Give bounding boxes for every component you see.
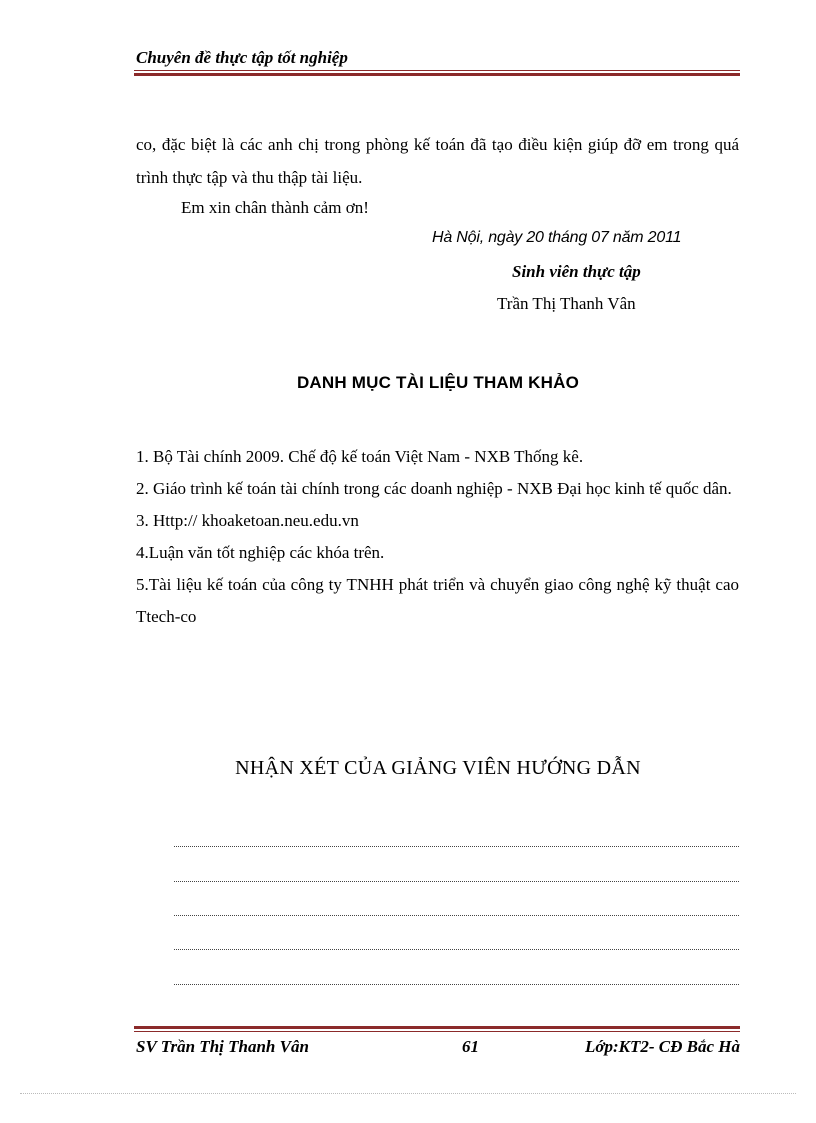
references-list: [136, 441, 739, 633]
reference-item: 5.Tài liệu kế toán của công ty TNHH phát triển và chuyển giao công nghệ kỹ thuật cao Ttech-co: [136, 575, 739, 626]
signer-title: Sinh viên thực tập: [512, 262, 641, 281]
footer-class-info: Lớp:KT2- CĐ Bắc Hà: [584, 1037, 740, 1056]
reference-item: 2. Giáo trình kế toán tài chính trong các doanh nghiệp - NXB Đại học kinh tế quốc dân.: [136, 479, 732, 498]
footer: [136, 1037, 740, 1059]
thanks-line: Em xin chân thành cảm ơn!: [181, 198, 369, 217]
review-dotted-line: [174, 984, 739, 985]
reference-item: 3. Http:// khoaketoan.neu.edu.vn: [136, 511, 359, 530]
review-dotted-line: [174, 915, 739, 916]
review-dotted-line: [174, 846, 739, 847]
signer-name: Trần Thị Thanh Vân: [497, 294, 636, 313]
footer-rule-thin: [134, 1031, 740, 1032]
footer-page-number: 61: [462, 1037, 479, 1056]
page-bottom-edge: [20, 1093, 796, 1094]
references-heading: DANH MỤC TÀI LIỆU THAM KHẢO: [296, 373, 580, 392]
header-title: Chuyên đề thực tập tốt nghiệp: [136, 48, 348, 67]
date-line: Hà Nội, ngày 20 tháng 07 năm 2011: [432, 229, 682, 246]
reference-item: 1. Bộ Tài chính 2009. Chế độ kế toán Việt Nam - NXB Thống kê.: [136, 447, 584, 466]
review-dotted-line: [174, 881, 739, 882]
header-rule-thin: [134, 70, 740, 71]
review-dotted-line: [174, 949, 739, 950]
review-heading: NHẬN XÉT CỦA GIẢNG VIÊN HƯỚNG DẪN: [235, 757, 641, 779]
reference-item: 4.Luận văn tốt nghiệp các khóa trên.: [136, 543, 385, 562]
header-rule-thick: [134, 73, 740, 76]
footer-rule-thick: [134, 1026, 740, 1029]
footer-student: SV Trần Thị Thanh Vân: [136, 1037, 309, 1056]
letter-paragraph: co, đặc biệt là các anh chị trong phòng kế toán đã tạo điều kiện giúp đỡ em trong quá trình thực tập và thu thập tài liệu.: [136, 135, 739, 187]
